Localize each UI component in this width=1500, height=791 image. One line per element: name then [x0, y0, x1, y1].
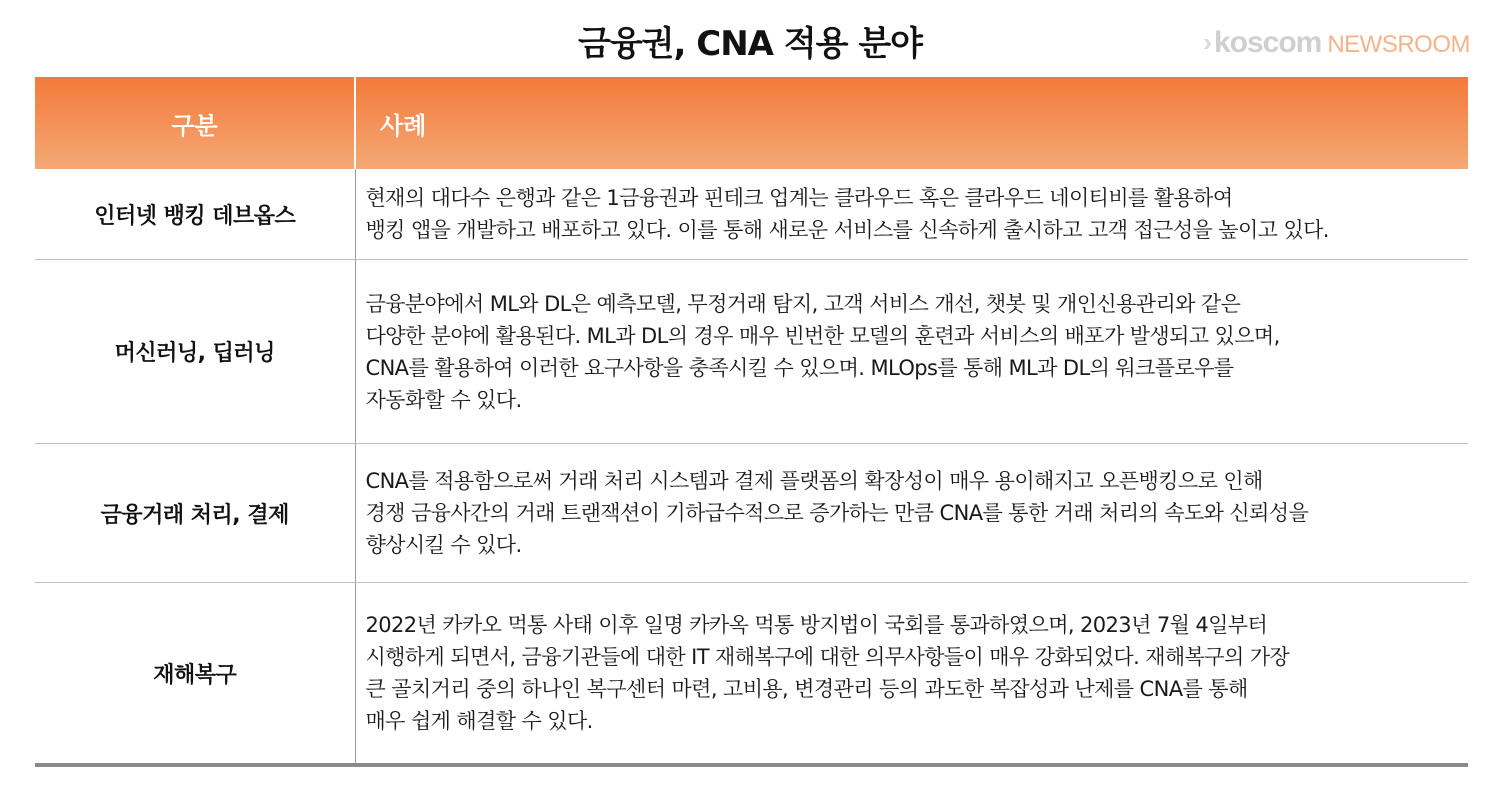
row-category: 금융거래 처리, 결제 [35, 444, 355, 583]
logo-brand: koscom [1213, 26, 1322, 59]
table-body [35, 169, 1468, 765]
column-header-category: 구분 [35, 77, 355, 169]
cna-application-table [35, 77, 1468, 767]
row-category: 재해복구 [35, 583, 355, 766]
column-header-case: 사례 [355, 77, 1468, 169]
table-row [35, 444, 1468, 583]
row-description: 현재의 대다수 은행과 같은 1금융권과 핀테크 업계는 클라우드 혹은 클라우드 네이티비를 활용하여 뱅킹 앱을 개발하고 배포하고 있다. 이를 통해 새로운 서비스를 신속하게 출시하고 고객 접근성을 높이고 있다. [355, 169, 1468, 260]
row-description: 2022년 카카오 먹통 사태 이후 일명 카카옥 먹통 방지법이 국회를 통과하였으며, 2023년 7월 4일부터 시행하게 되면서, 금융기관들에 대한 IT 재해복구에 대한 의무사항들이 매우 강화되었다. 재해복구의 가장 큰 골치거리 중의 하나인 복구센터 마련, 고비용, 변경관리 등의 과도한 복잡성과 난제를 CNA를 통해 매우 쉽게 해결할 수 있다. [355, 583, 1468, 766]
table-header-row [35, 77, 1468, 169]
table-row [35, 260, 1468, 444]
row-category: 머신러닝, 딥러닝 [35, 260, 355, 444]
row-description: 금융분야에서 ML와 DL은 예측모델, 무정거래 탐지, 고객 서비스 개선, 챗봇 및 개인신용관리와 같은 다양한 분야에 활용된다. ML과 DL의 경우 매우 빈번한 모델의 훈련과 서비스의 배포가 발생되고 있으며, CNA를 활용하여 이러한 요구사항을 충족시킬 수 있으며. MLOps를 통해 ML과 DL의 워크플로우를 자동화할 수 있다. [355, 260, 1468, 444]
row-description: CNA를 적용함으로써 거래 처리 시스템과 결제 플랫폼의 확장성이 매우 용이해지고 오픈뱅킹으로 인해 경쟁 금융사간의 거래 트랜잭션이 기하급수적으로 증가하는 만큼 CNA를 통한 거래 처리의 속도와 신뢰성을 향상시킬 수 있다. [355, 444, 1468, 583]
page-title: 금융권, CNA 적용 분야 [577, 24, 923, 64]
chevron-right-icon: › [1203, 27, 1212, 57]
koscom-newsroom-logo [1203, 26, 1470, 60]
logo-sub: NEWSROOM [1327, 31, 1470, 58]
table-row [35, 169, 1468, 260]
table-row [35, 583, 1468, 766]
row-category: 인터넷 뱅킹 데브옵스 [35, 169, 355, 260]
table-header [35, 77, 1468, 169]
